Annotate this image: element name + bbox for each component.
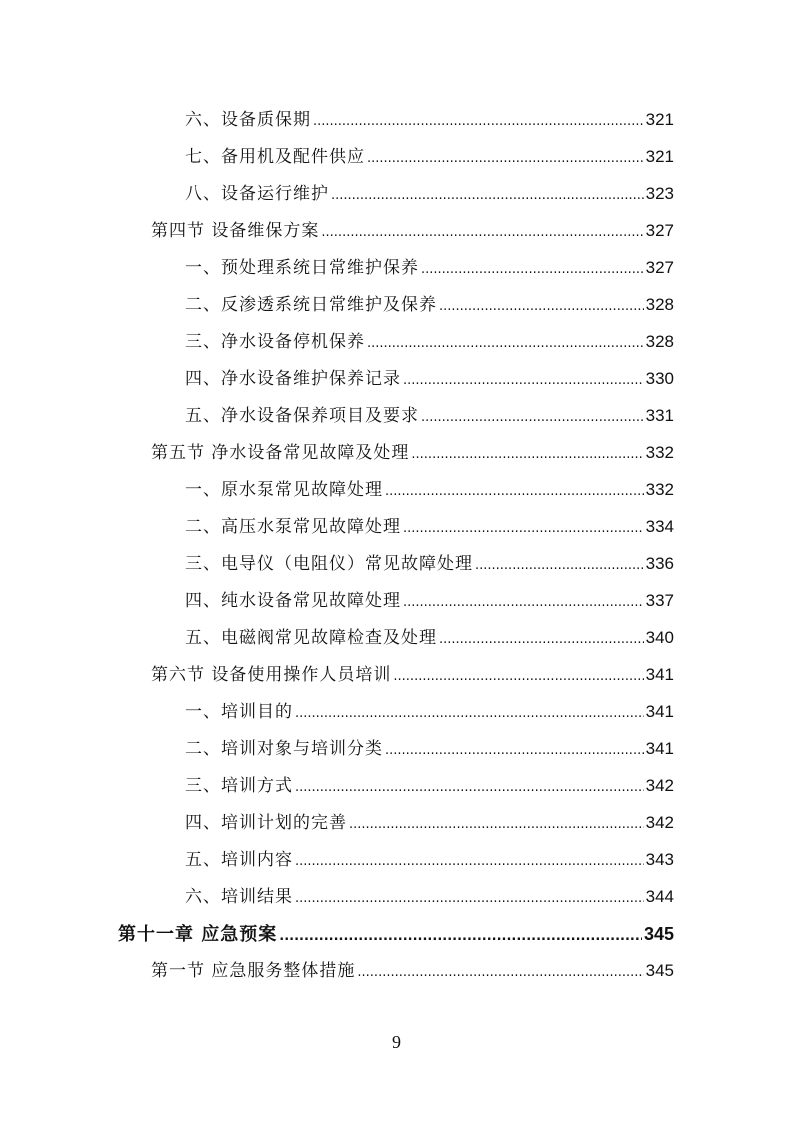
toc-entry[interactable] (185, 512, 674, 542)
toc-dot-leader (411, 440, 643, 470)
toc-entry[interactable] (185, 253, 674, 283)
toc-entry-title: 二、反渗透系统日常维护及保养 (185, 295, 437, 315)
toc-entry-page: 341 (645, 665, 674, 684)
toc-entry-page: 342 (645, 776, 674, 795)
toc-entry[interactable] (185, 179, 674, 209)
toc-dot-leader (439, 292, 644, 322)
toc-entry-page: 342 (645, 813, 674, 832)
toc-dot-leader (321, 218, 643, 248)
toc-entry-title: 第四节 设备维保方案 (151, 221, 320, 241)
toc-entry-title: 四、纯水设备常见故障处理 (185, 591, 401, 611)
toc-entry-title: 一、培训目的 (185, 702, 293, 722)
toc-dot-leader (295, 884, 644, 914)
toc-entry[interactable] (185, 142, 674, 172)
toc-entry-page: 334 (645, 517, 674, 536)
toc-entry[interactable] (185, 586, 674, 616)
toc-entry-page: 341 (645, 702, 674, 721)
toc-entry-page: 330 (645, 369, 674, 388)
toc-entry-title: 五、培训内容 (185, 850, 293, 870)
toc-entry[interactable] (185, 845, 674, 875)
toc-entry-page: 332 (645, 480, 674, 499)
toc-entry[interactable] (185, 327, 674, 357)
toc-entry-title: 五、电磁阀常见故障检查及处理 (185, 628, 437, 648)
toc-entry-page: 332 (645, 443, 674, 462)
toc-dot-leader (295, 847, 644, 877)
toc-entry-page: 328 (645, 332, 674, 351)
toc-entry-page: 321 (645, 110, 674, 129)
toc-entry-page: 340 (645, 628, 674, 647)
toc-entry[interactable] (185, 808, 674, 838)
toc-entry-title: 三、净水设备停机保养 (185, 332, 365, 352)
toc-dot-leader (357, 958, 643, 988)
toc-chapter-entry[interactable] (118, 919, 674, 949)
toc-dot-leader (295, 699, 644, 729)
toc-entry-title: 六、设备质保期 (185, 110, 311, 130)
toc-entry-page: 336 (645, 554, 674, 573)
toc-entry-page: 331 (645, 406, 674, 425)
toc-entry-page: 345 (643, 924, 674, 944)
toc-entry-title: 六、培训结果 (185, 887, 293, 907)
toc-entry-page: 321 (645, 147, 674, 166)
toc-entry[interactable] (185, 475, 674, 505)
toc-entry[interactable] (185, 401, 674, 431)
toc-entry-title: 第十一章 应急预案 (118, 924, 278, 945)
toc-dot-leader (403, 588, 644, 618)
toc-entry-page: 341 (645, 739, 674, 758)
toc-entry-title: 第一节 应急服务整体措施 (151, 961, 356, 981)
toc-entry[interactable] (185, 697, 674, 727)
toc-dot-leader (403, 514, 644, 544)
toc-entry-title: 三、电导仪（电阻仪）常见故障处理 (185, 554, 473, 574)
toc-entry[interactable] (185, 105, 674, 135)
toc-dot-leader (393, 662, 643, 692)
toc-dot-leader (421, 403, 644, 433)
toc-dot-leader (279, 922, 642, 952)
toc-entry-page: 327 (645, 221, 674, 240)
toc-entry-title: 二、高压水泵常见故障处理 (185, 517, 401, 537)
toc-entry[interactable] (151, 438, 674, 468)
toc-entry[interactable] (185, 549, 674, 579)
toc-dot-leader (385, 477, 644, 507)
toc-entry-title: 第六节 设备使用操作人员培训 (151, 665, 392, 685)
toc-entry-title: 二、培训对象与培训分类 (185, 739, 383, 759)
toc-entry[interactable] (151, 660, 674, 690)
toc-entry[interactable] (185, 290, 674, 320)
toc-dot-leader (331, 181, 644, 211)
toc-entry[interactable] (151, 216, 674, 246)
toc-entry[interactable] (185, 734, 674, 764)
toc-entry-title: 第五节 净水设备常见故障及处理 (151, 443, 410, 463)
toc-entry-title: 四、培训计划的完善 (185, 813, 347, 833)
toc-entry[interactable] (151, 956, 674, 986)
toc-entry-page: 327 (645, 258, 674, 277)
toc-entry-page: 323 (645, 184, 674, 203)
toc-dot-leader (295, 773, 644, 803)
toc-entry[interactable] (185, 771, 674, 801)
toc-entry-page: 344 (645, 887, 674, 906)
toc-dot-leader (313, 107, 644, 137)
toc-entry[interactable] (185, 882, 674, 912)
toc-dot-leader (421, 255, 644, 285)
page-number: 9 (392, 1032, 401, 1052)
toc-entry-title: 五、净水设备保养项目及要求 (185, 406, 419, 426)
toc-entry-page: 337 (645, 591, 674, 610)
toc-entry[interactable] (185, 623, 674, 653)
toc-dot-leader (403, 366, 644, 396)
toc-dot-leader (439, 625, 644, 655)
toc-dot-leader (475, 551, 644, 581)
toc-entry-title: 一、预处理系统日常维护保养 (185, 258, 419, 278)
toc-dot-leader (385, 736, 644, 766)
toc-entry[interactable] (185, 364, 674, 394)
toc-dot-leader (367, 144, 644, 174)
toc-entry-page: 328 (645, 295, 674, 314)
toc-entry-page: 343 (645, 850, 674, 869)
toc-entry-title: 一、原水泵常见故障处理 (185, 480, 383, 500)
toc-dot-leader (367, 329, 644, 359)
toc-entry-title: 七、备用机及配件供应 (185, 147, 365, 167)
toc-entry-page: 345 (645, 961, 674, 980)
toc-entry-title: 四、净水设备维护保养记录 (185, 369, 401, 389)
toc-entry-title: 三、培训方式 (185, 776, 293, 796)
toc-entry-title: 八、设备运行维护 (185, 184, 329, 204)
toc-dot-leader (349, 810, 644, 840)
